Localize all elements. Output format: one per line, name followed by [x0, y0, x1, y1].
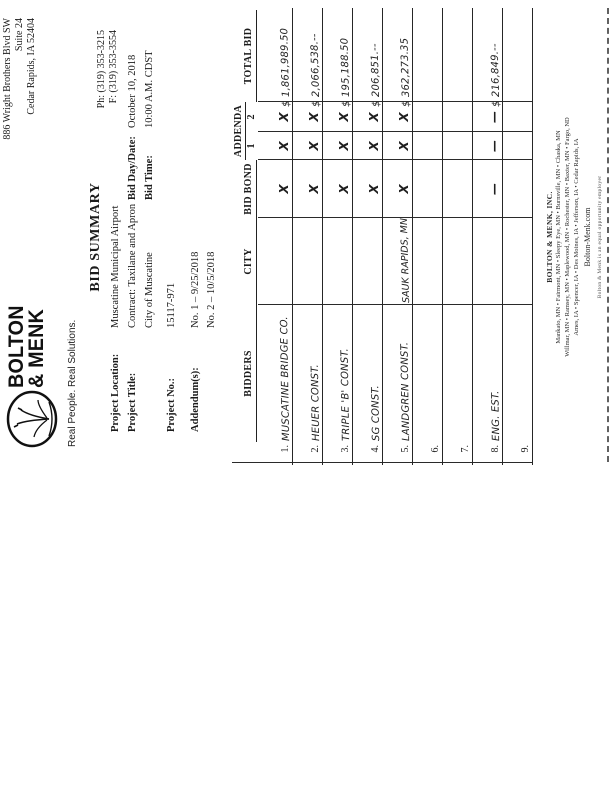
bid-time-value: 10:00 A.M. CDST — [144, 50, 155, 128]
column-header-bid-bond: BID BOND — [236, 160, 257, 218]
footer-offices-line1: Mankato, MN • Fairmont, MN • Sleepy Eye, MN • Burnsville, MN • Chaska, MN — [555, 130, 562, 344]
company-wordmark — [7, 305, 47, 388]
footer-company-name: BOLTON & MENK, INC. — [545, 191, 554, 283]
bid-day-label: Bid Day/Date: — [127, 136, 138, 200]
fax-line: F: (319) 353-3554 — [108, 30, 119, 104]
bidder-name: LANDGREN CONST. — [399, 341, 413, 442]
bid-bond-mark: X — [277, 184, 291, 194]
table-row — [412, 8, 443, 465]
total-bid-amount: $ 362,273.35 — [399, 37, 413, 108]
row-number: 2. — [310, 445, 321, 453]
table-row — [442, 8, 473, 465]
footer-offices-line3: Ames, IA • Spencer, IA • Des Moines, IA • Jefferson, IA • Cedar Rapids, IA — [573, 138, 580, 336]
office-address — [2, 18, 38, 140]
address-line3: Cedar Rapids, IA 52404 — [26, 18, 37, 115]
column-header-addenda-1: 1 — [246, 143, 257, 149]
table-row — [382, 8, 413, 465]
total-bid-amount: $ 2,066,538.-- — [309, 33, 323, 108]
addenda-1-mark: X — [367, 141, 381, 151]
column-header-addenda-2: 2 — [246, 114, 257, 120]
addendum-2-value: No. 2 – 10/5/2018 — [206, 251, 217, 328]
table-row — [322, 8, 353, 465]
bidder-name: ENG. EST. — [490, 390, 503, 442]
addenda-2-mark: — — [487, 111, 501, 123]
addendum-1-value: No. 1 – 9/25/2018 — [190, 251, 201, 328]
bidder-city: SAUK RAPIDS, MN — [398, 217, 413, 304]
row-number: 1. — [280, 445, 291, 453]
addenda-1-mark: — — [487, 140, 501, 152]
addenda-2-mark: X — [337, 112, 351, 122]
total-bid-amount: $ 1,861,989.50 — [279, 27, 293, 108]
bid-bond-mark: X — [307, 184, 321, 194]
footer-offices-line2: Willmar, MN • Ramsey, MN • Maplewood, MN • Rochester, MN • Baxter, MN • Fargo, ND — [564, 117, 571, 357]
column-header-total-bid: TOTAL BID — [236, 10, 257, 102]
addenda-1-mark: X — [307, 141, 321, 151]
wordmark-line1: BOLTON — [5, 305, 28, 388]
row-number: 6. — [430, 445, 441, 453]
total-bid-amount: $ 195,188.50 — [339, 37, 353, 108]
phone-line: Ph: (319) 353-3215 — [96, 30, 107, 109]
project-location-label: Project Location: — [110, 353, 121, 432]
addenda-2-mark: X — [397, 112, 411, 122]
table-row — [292, 8, 323, 465]
bidder-name — [530, 305, 532, 441]
table-row — [352, 8, 383, 465]
table-row — [472, 8, 503, 465]
table-row — [502, 8, 533, 465]
project-number-label: Project No.: — [166, 377, 177, 432]
scan-page-edge-artifact — [607, 8, 609, 462]
bidder-city — [530, 219, 532, 303]
bid-bond-mark: X — [337, 184, 351, 194]
bidder-name: SG CONST. — [370, 385, 383, 442]
total-bid-amount — [530, 10, 533, 107]
bidder-name: HEUER CONST. — [309, 364, 323, 442]
row-number: 3. — [340, 445, 351, 453]
column-header-city: CITY — [236, 218, 257, 305]
addendums-label: Addendum(s): — [190, 367, 201, 432]
bid-time-label: Bid Time: — [144, 155, 155, 200]
column-header-addenda: ADDENDA — [232, 102, 246, 160]
company-tagline: Real People. Real Solutions. — [67, 319, 78, 447]
bid-day-value: October 10, 2018 — [127, 54, 138, 128]
page-title: BID SUMMARY — [88, 182, 103, 292]
project-location-value: Muscatine Municipal Airport — [110, 205, 121, 328]
footer-eeo-line: Bolton & Menk is an equal opportunity employer — [597, 175, 603, 299]
address-line2: Suite 24 — [14, 18, 25, 52]
project-title-value-1: Contract: Taxilane and Apron — [127, 203, 138, 328]
letterhead-footer — [545, 9, 605, 465]
bid-bond-mark: — — [487, 183, 501, 195]
total-bid-amount: $ 206,851.-- — [369, 43, 383, 108]
column-header-bidders: BIDDERS — [236, 305, 257, 442]
table-row — [262, 8, 293, 465]
project-title-label: Project Title: — [127, 372, 138, 432]
total-bid-amount: $ 216,849.-- — [489, 43, 503, 108]
bid-bond-mark: X — [367, 184, 381, 194]
addenda-2-mark: X — [307, 112, 321, 122]
footer-website: Bolton-Menk.com — [583, 207, 592, 267]
addenda-1-mark: X — [397, 141, 411, 151]
addenda-1-mark: X — [277, 141, 291, 151]
wordmark-line2: & MENK — [25, 309, 48, 388]
row-number: 7. — [460, 445, 471, 453]
addenda-2-mark: X — [277, 112, 291, 122]
bidder-name: MUSCATINE BRIDGE CO. — [279, 316, 293, 442]
bid-bond-mark: X — [397, 184, 411, 194]
bidder-name: TRIPLE 'B' CONST. — [339, 348, 353, 442]
project-number-value: 15117-971 — [166, 282, 177, 328]
row-number: 9. — [520, 445, 531, 453]
project-title-value-2: City of Muscatine — [144, 252, 155, 328]
addenda-2-mark: X — [367, 112, 381, 122]
plant-sketch-icon — [5, 388, 61, 448]
row-number: 4. — [370, 445, 381, 453]
addenda-1-mark: X — [337, 141, 351, 151]
address-line1: 886 Wright Brothers Blvd SW — [2, 18, 13, 140]
row-number: 5. — [400, 445, 411, 453]
row-number: 8. — [490, 445, 501, 453]
